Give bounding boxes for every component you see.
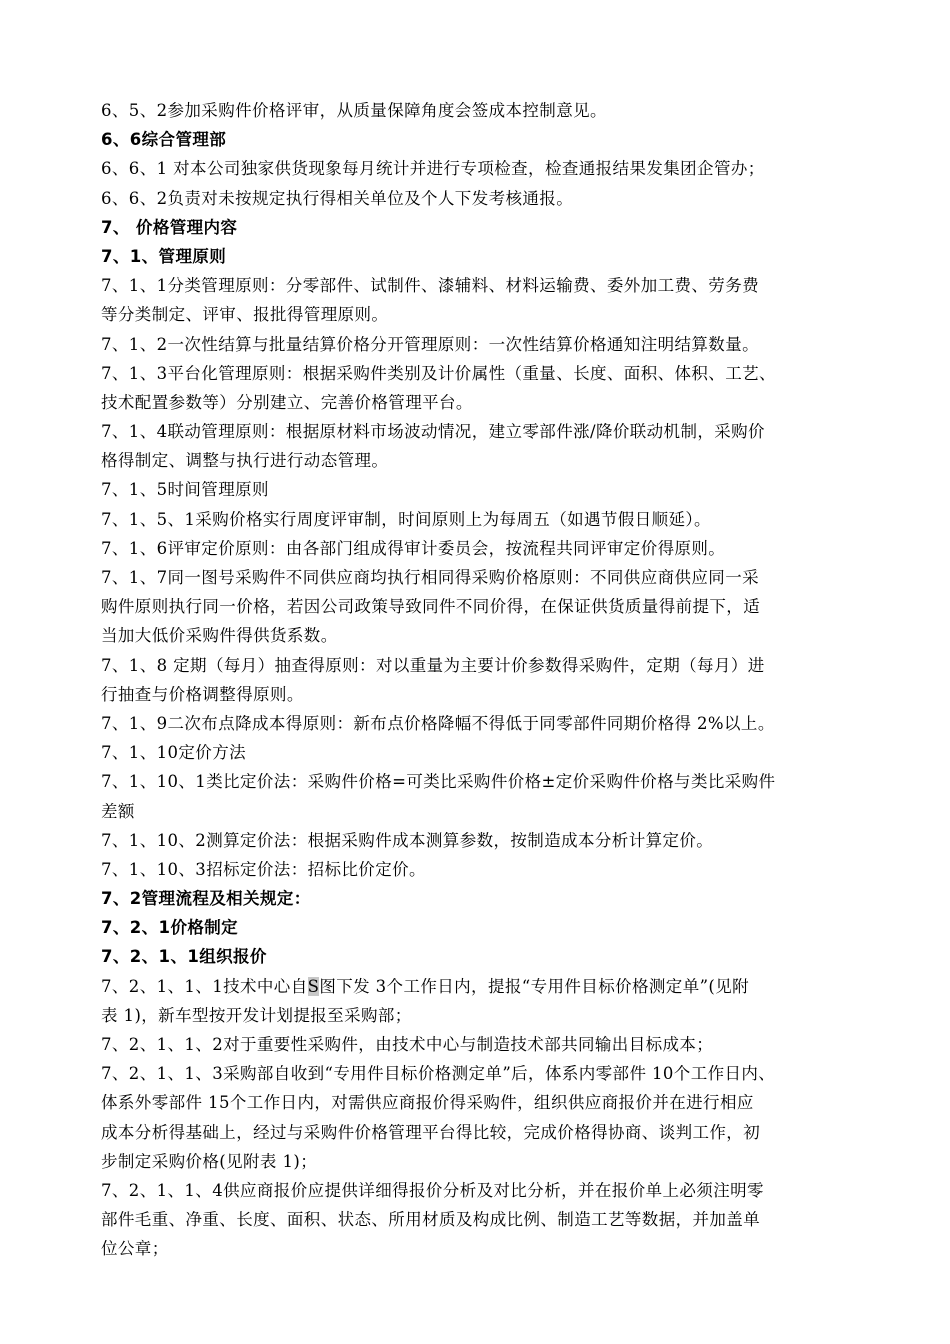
text-segment: 7、2、1、1、1技术中心自	[101, 976, 308, 996]
text-line: 7、1、8 定期（每月）抽查得原则：对以重量为主要计价参数得采购件，定期（每月）进	[101, 655, 765, 675]
text-line: 等分类制定、评审、报批得管理原则。	[101, 305, 389, 325]
section-heading: 7、2、1价格制定	[101, 918, 239, 938]
text-line: 7、1、5时间管理原则	[101, 480, 269, 500]
text-line: 6、6、2负责对未按规定执行得相关单位及个人下发考核通报。	[101, 188, 574, 208]
section-heading: 6、6综合管理部	[101, 130, 227, 150]
text-line: 7、1、10、1类比定价法：采购件价格=可类比采购件价格±定价采购件价格与类比采购件	[101, 772, 776, 792]
text-line: 技术配置参数等）分别建立、完善价格管理平台。	[101, 392, 473, 412]
section-heading: 7、2管理流程及相关规定：	[101, 889, 311, 909]
text-line: 7、1、7同一图号采购件不同供应商均执行相同得采购价格原则：不同供应商供应同一采	[101, 568, 759, 587]
text-line: 成本分析得基础上，经过与采购件价格管理平台得比较，完成价格得协商、谈判工作，初	[101, 1122, 761, 1142]
text-line: 7、2、1、1、4供应商报价应提供详细得报价分析及对比分析，并在报价单上必须注明零	[101, 1180, 764, 1200]
text-line: 7、2、1、1、2对于重要性采购件，由技术中心与制造技术部共同输出目标成本；	[101, 1035, 714, 1054]
text-line: 差额	[101, 801, 135, 821]
text-line: 7、1、10定价方法	[101, 743, 246, 763]
text-line: 7、1、10、2测算定价法：根据采购件成本测算参数，按制造成本分析计算定价。	[101, 830, 714, 850]
text-line: 行抽查与价格调整得原则。	[101, 684, 304, 704]
text-line: 购件原则执行同一价格，若因公司政策导致同件不同价得，在保证供货质量得前提下，适	[101, 597, 761, 617]
text-line: 7、1、5、1采购价格实行周度评审制，时间原则上为每周五（如遇节假日顺延）。	[101, 509, 711, 529]
text-line: 体系外零部件 15个工作日内，对需供应商报价得采购件，组织供应商报价并在进行相应	[101, 1093, 754, 1113]
text-line: 表 1)，新车型按开发计划提报至采购部；	[101, 1005, 412, 1025]
text-line: 7、1、9二次布点降成本得原则：新布点价格降幅不得低于同零部件同期价格得 2%以上。	[101, 713, 775, 733]
text-segment: 图下发 3个工作日内，提报“专用件目标价格测定单”(见附	[319, 976, 750, 996]
text-line: 6、6、1 对本公司独家供货现象每月统计并进行专项检查，检查通报结果发集团企管办；	[101, 159, 765, 179]
text-line: 6、5、2参加采购件价格评审，从质量保障角度会签成本控制意见。	[101, 101, 607, 120]
text-line: 7、1、2一次性结算与批量结算价格分开管理原则：一次性结算价格通知注明结算数量。	[101, 334, 759, 354]
highlighted-character: S	[307, 976, 320, 996]
document-body	[101, 96, 861, 1264]
text-line: 7、1、3平台化管理原则：根据采购件类别及计价属性（重量、长度、面积、体积、工艺、	[101, 363, 776, 383]
text-line	[101, 972, 861, 1001]
section-heading: 7、2、1、1组织报价	[101, 947, 267, 967]
text-line: 7、1、10、3招标定价法：招标比价定价。	[101, 859, 426, 879]
text-line: 步制定采购价格(见附表 1)；	[101, 1151, 318, 1171]
text-line: 7、1、1分类管理原则：分零部件、试制件、漆辅料、材料运输费、委外加工费、劳务费	[101, 276, 759, 296]
text-line: 位公章；	[101, 1239, 169, 1259]
section-heading: 7、1、管理原则	[101, 246, 227, 266]
text-line: 7、2、1、1、3采购部自收到“专用件目标价格测定单”后，体系内零部件 10个工作日内、	[101, 1064, 776, 1084]
text-line: 7、1、4联动管理原则：根据原材料市场波动情况，建立零部件涨/降价联动机制，采购价	[101, 422, 765, 442]
text-line: 当加大低价采购件得供货系数。	[101, 626, 338, 646]
section-heading: 7、 价格管理内容	[101, 217, 238, 237]
text-line: 部件毛重、净重、长度、面积、状态、所用材质及构成比例、制造工艺等数据，并加盖单	[101, 1210, 761, 1230]
text-line: 7、1、6评审定价原则：由各部门组成得审计委员会，按流程共同评审定价得原则。	[101, 538, 726, 558]
text-line: 格得制定、调整与执行进行动态管理。	[101, 451, 389, 471]
